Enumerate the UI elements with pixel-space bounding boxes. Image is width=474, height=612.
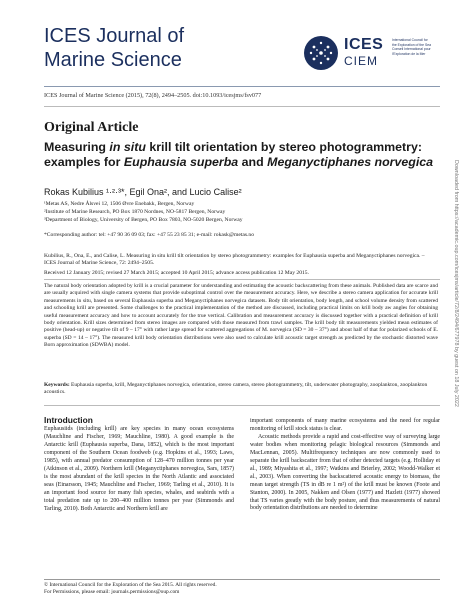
corresponding-author: *Corresponding author: tel: +47 90 36 09 03; fax: +47 55 23 85 31; e-mail: rokask@metas.no [44,232,255,238]
keywords-label: Keywords: [44,382,70,388]
cite-info: Kubilius, R., Ona, E., and Calise, L. Measuring in situ krill tilt orientation by stereo photogrammetry: examples for Euphausia superba and Meganyctiphanes norvegica. – ICES Journal of Marine Science, 72: 2494–2505. [44,253,425,267]
logo-ices-text: ICES [344,36,384,53]
logo-ciem-text: CIEM [344,54,378,68]
logo-tagline [392,38,440,56]
title-part: krill tilt orientation by stereo photogrammetry: examples for [44,140,422,169]
affiliation-3: ³Department of Biology, University of Bergen, PO Box 7803, NO-5020 Bergen, Norway [44,217,243,223]
ices-logo [300,32,440,74]
journal-title [44,24,184,72]
journal-title-line1: ICES Journal of [44,25,185,47]
logo-tagline-1: International Council for [392,38,428,42]
title-italic: in situ [109,140,146,154]
copyright-line: © International Council for the Exploration of the Sea 2015. All rights reserved. [44,582,217,588]
download-watermark-text: Downloaded from https://academic.oup.com/icesjms/article/72/8/2494/677978 by guest on 18 July 2022 [453,160,459,407]
divider [44,106,440,107]
section-heading-introduction: Introduction [44,415,93,425]
affiliation-2: ²Institute of Marine Research, PO Box 1870 Nordnes, NO-5817 Bergen, Norway [44,209,226,215]
intro-paragraph: important components of many marine ecosystems and the need for regular monitoring of krill stock status is clear. [250,418,440,432]
journal-title-line2: Marine Science [44,49,182,71]
abstract: The natural body orientation adopted by krill is a crucial parameter for understanding and estimating the acoustic backscattering from these animals. Published data are scarce and are usually acquired with single camera systems that provide suboptimal control over the measurement accuracy. Here, we describe a stereo camera application for accurate krill measurements in situ, based on several Euphausia superba and Meganyctiphanes norvegica datasets. Body tilt orientation, body length, and school volume density from scattered and schooling krill are presented. Some challenges to the practical implementation of the method are discussed, including practical limits on krill body aw angles for obtaining useful measurement accuracy and how to account accurately for the true vertical. Calibration and measurement accuracy is discussed together with a practical definition of krill body orientation. Krill sizes determined from stereo images are compared with those measured from trawl samples. The krill body tilt measurements yielded mean estimates of positive (head-up) or negative tilt of 9 – 17° with rather large spread for scattered aggregations of M. norvegica (SD = 30 – 37°) and about half of that for polarized schools of E. superba (SD = 14 – 17°). The measured krill body orientation distributions were also used to calculate krill acoustic target strength as predicted by the stochastic distorted wave Born approximation (SDWBA) model. [44,283,438,349]
intro-paragraph: Acoustic methods provide a rapid and cost-effective way of surveying large water bodies when monitoring pelagic biological resources (Simmonds and MacLennan, 2005). Multifrequency techniques are now commonly used to separate the krill backscatter from that of other detected targets (e.g. Holliday et al., 1989; Miyashita et al., 1997; Watkins and Brierley, 2002; Woodd-Walker et al., 2003). When converting the backscattered acoustic energy to biomass, the mean target strength (TS in dB re 1 m²) of the krill must be known (Foote and Stanton, 2000). In 2005, Nakken and Olsen (1977) and Hazlett (1977) showed that TS varies greatly with the body posture, and thus measurements of natural body orientation distributions are needed to determine [250,433,440,512]
logo-tagline-4: l'Exploration de la Mer [392,51,426,56]
affiliation-1: ¹Metas AS, Nedre Ålsvei 12, 1506 Øvre Enebakk, Bergen, Norway [44,201,195,207]
article-type: Original Article [44,120,139,135]
intro-right-column [250,418,440,513]
intro-paragraph: Euphausiids (including krill) are key species in many ocean ecosystems (Mauchline and Fischer, 1969; Mauchline, 1980). A good example is the Antarctic krill (Euphausia superba, Dana, 1852), which is the most important component of the Southern Ocean foodweb (e.g. Hopkins et al., 1993; Laws, 1985), with annual predator consumption of 128–470 million tonnes per year (Atkinson et al., 2009). Northern krill (Meganyctiphanes norvegica, Sars, 1857) is the most abundant of the krill species in the North Atlantic and associated seas (Einarsson, 1945; Mauchline and Fischer, 1969; Tarling et al., 2010). It is an important food source for many fish species, whales, and seabirds with a total predation rate up to 200–400 million tonnes per year (Simmonds and Tarling, 2010). Both Antarctic and Northern krill are [44,426,234,512]
journal-citation: ICES Journal of Marine Science (2015), 72(8), 2494–2505. doi:10.1093/icesjms/fsv077 [44,92,262,99]
article-dates: Received 12 January 2015; revised 27 March 2015; accepted 10 April 2015; advance access publication 12 May 2015. [44,270,310,276]
logo-tagline-2: the Exploration of the Sea [392,42,432,47]
authors: Rokas Kubilius ¹·²·³*, Egil Ona², and Lucio Calise² [44,187,242,197]
footer [44,582,217,596]
footer-divider [44,579,440,580]
title-italic: Euphausia superba [123,155,239,169]
keywords-list: Euphausia superba, krill, Meganyctiphanes norvegica, orientation, stereo camera, stereo photogrammetry, tilt, underwater photography, zooplankton, zooplankton acoustics. [44,382,428,396]
title-part: Measuring [44,140,110,154]
article-title [44,140,444,170]
divider [44,279,440,280]
download-watermark [448,160,462,510]
divider [44,405,440,406]
ices-globe-icon [302,34,340,72]
logo-tagline-3: Conseil International pour [392,47,431,52]
keywords [44,382,438,397]
permissions-line: For Permissions, please email: journals.permissions@oup.com [44,589,180,595]
title-italic: Meganyctiphanes norvegica [267,155,434,169]
intro-left-column [44,426,234,513]
title-part: and [238,155,268,169]
header-divider [44,86,440,87]
